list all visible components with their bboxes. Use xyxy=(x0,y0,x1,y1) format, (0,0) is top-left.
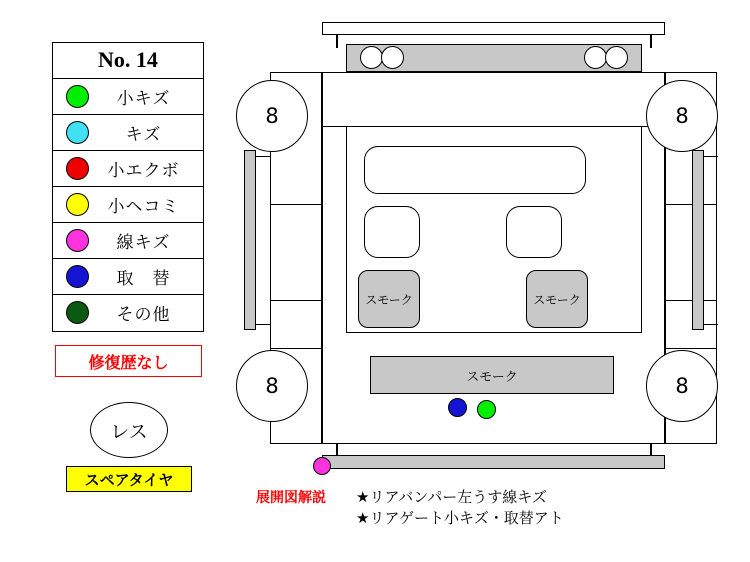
legend-row xyxy=(52,78,204,115)
rear-bumper-stem-right xyxy=(650,444,652,455)
left-moulding-connector-bottom xyxy=(256,324,270,325)
notes-title: 展開図解説 xyxy=(256,490,326,506)
cowl-line xyxy=(322,126,665,127)
legend-swatch-4 xyxy=(66,193,89,216)
cabin-bottom-line xyxy=(346,332,642,333)
legend-label-1: 小キズ xyxy=(116,88,171,109)
legend-title: No. 14 xyxy=(52,42,204,79)
note-line-2: ★リアゲート小キズ・取替アト xyxy=(356,509,564,527)
right-moulding-connector-bottom xyxy=(704,324,718,325)
mark-rear-gate-replacement xyxy=(448,398,467,417)
left-side-moulding xyxy=(244,150,256,330)
right-door-split-1 xyxy=(665,204,717,205)
left-door-split-1 xyxy=(270,204,322,205)
legend-row xyxy=(52,294,204,330)
left-door-split-2 xyxy=(270,300,322,301)
repair-history-badge: 修復歴なし xyxy=(55,345,202,377)
wheel-front-left: 8 xyxy=(236,80,308,152)
rear-bumper-stem-left xyxy=(336,444,338,455)
legend-row xyxy=(52,222,204,259)
notes-body xyxy=(356,487,686,529)
right-side-moulding xyxy=(692,150,704,330)
legend-label-6: 取 替 xyxy=(116,268,171,289)
spare-tire-badge: スペアタイヤ xyxy=(66,466,192,492)
right-rear-glass-label: スモーク xyxy=(533,292,581,307)
legend-swatch-2 xyxy=(66,121,89,144)
right-moulding-connector-top xyxy=(704,156,718,157)
headlight-right-outer xyxy=(584,46,607,69)
windshield-panel xyxy=(364,146,586,194)
legend-swatch-6 xyxy=(66,265,89,288)
wheel-rear-left: 8 xyxy=(236,350,308,422)
wheel-front-right: 8 xyxy=(646,80,718,152)
front-bumper xyxy=(322,22,665,35)
left-moulding-connector-top xyxy=(256,156,270,157)
res-circle: レス xyxy=(90,402,168,458)
legend-label-4: 小ヘコミ xyxy=(107,196,180,217)
mark-rear-bumper-line-scratch xyxy=(313,457,331,475)
headlight-left-outer xyxy=(360,46,383,69)
roof-line-left xyxy=(346,126,347,332)
mark-rear-gate-scratch xyxy=(477,400,496,419)
legend-swatch-7 xyxy=(66,301,89,324)
left-rear-glass-label: スモーク xyxy=(365,292,413,307)
headlight-right-inner xyxy=(605,46,628,69)
legend-swatch-5 xyxy=(66,229,89,252)
legend-row xyxy=(52,258,204,295)
front-bumper-stem-left xyxy=(336,35,338,48)
legend-swatch-1 xyxy=(66,85,89,108)
right-door-split-3 xyxy=(665,348,717,349)
rear-window-label: スモーク xyxy=(466,369,518,385)
legend-label-7: その他 xyxy=(116,304,171,325)
rear-bumper xyxy=(322,455,665,469)
wheel-rear-right: 8 xyxy=(646,350,718,422)
legend-label-5: 線キズ xyxy=(116,232,171,253)
front-bumper-stem-right xyxy=(650,35,652,48)
right-front-seat-panel xyxy=(506,206,562,258)
right-door-split-2 xyxy=(665,300,717,301)
legend-label-3: 小エクボ xyxy=(107,160,180,181)
legend-swatch-3 xyxy=(66,157,89,180)
legend-row xyxy=(52,150,204,187)
legend-row xyxy=(52,114,204,151)
legend-row xyxy=(52,186,204,223)
headlight-left-inner xyxy=(381,46,404,69)
legend-label-2: キズ xyxy=(125,124,162,145)
left-front-seat-panel xyxy=(364,206,420,258)
roof-line-right xyxy=(641,126,642,332)
left-door-split-3 xyxy=(270,348,322,349)
note-line-1: ★リアバンパー左うす線キズ xyxy=(356,488,547,506)
